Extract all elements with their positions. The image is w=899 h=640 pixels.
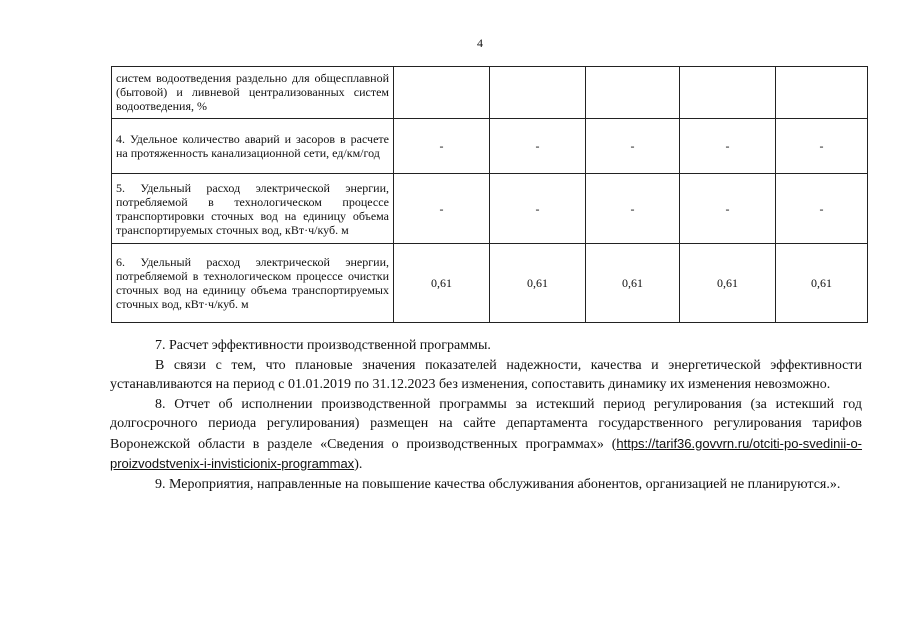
value-cell xyxy=(776,67,868,119)
value-cell: 0,61 xyxy=(776,244,868,323)
value-cell xyxy=(490,67,586,119)
value-cell: - xyxy=(490,119,586,174)
value-cell: - xyxy=(680,119,776,174)
page-number: 4 xyxy=(477,36,483,50)
value-cell xyxy=(586,67,680,119)
value-cell: - xyxy=(586,174,680,244)
value-cell: - xyxy=(776,119,868,174)
indicator-description: 6. Удельный расход электрической энергии, потребляемой в технологическом процессе очистки сточных вод на единицу объема транспортируемых сточных вод, кВт·ч/куб. м xyxy=(112,244,394,323)
value-cell xyxy=(680,67,776,119)
value-cell: 0,61 xyxy=(680,244,776,323)
section-7-text: В связи с тем, что плановые значения показателей надежности, качества и энергетической эффективности устанавливаются на период с 01.01.2019 по 31.12.2023 без изменения, сопоставить динамику их изменения невозможно. xyxy=(110,357,862,392)
value-cell: 0,61 xyxy=(490,244,586,323)
table-row xyxy=(112,244,868,323)
value-cell: 0,61 xyxy=(394,244,490,323)
indicator-description: 4. Удельное количество аварий и засоров в расчете на протяженность канализационной сети, ед/км/год xyxy=(112,119,394,174)
value-cell: 0,61 xyxy=(586,244,680,323)
value-cell xyxy=(394,67,490,119)
tariff-report-link[interactable]: https://tarif36.govvrn.ru/otciti-po-svedinii-o-proizvodstvenix-i-invisticionix-programmax xyxy=(110,435,863,471)
indicators-table xyxy=(111,66,868,323)
value-cell: - xyxy=(394,119,490,174)
section-9-text: 9. Мероприятия, направленные на повышение качества обслуживания абонентов, организацией не планируются.». xyxy=(155,476,841,492)
section-8-body: 8. Отчет об исполнении производственной программы за истекший период регулирования (за истекший год долгосрочного периода регулирования) размещен на сайте департамента государственного регулирования тарифов Воронежской области в разделе «Сведения о производственных программах» xyxy=(110,396,862,452)
table-row xyxy=(112,67,868,119)
table-row xyxy=(112,174,868,244)
section-8-text xyxy=(110,395,862,475)
value-cell: - xyxy=(394,174,490,244)
link-paren-close: ). xyxy=(354,457,363,472)
value-cell: - xyxy=(776,174,868,244)
section-7-title: 7. Расчет эффективности производственной программы. xyxy=(155,338,491,353)
value-cell: - xyxy=(586,119,680,174)
indicator-description: систем водоотведения раздельно для общесплавной (бытовой) и ливневой централизованных систем водоотведения, % xyxy=(112,67,394,119)
table-row xyxy=(112,119,868,174)
value-cell: - xyxy=(680,174,776,244)
body-text xyxy=(110,336,862,494)
value-cell: - xyxy=(490,174,586,244)
link-paren-open: ( xyxy=(611,436,617,452)
indicator-description: 5. Удельный расход электрической энергии, потребляемой в технологическом процессе транспортировки сточных вод на единицу объема транспортируемых сточных вод, кВт·ч/куб. м xyxy=(112,174,394,244)
